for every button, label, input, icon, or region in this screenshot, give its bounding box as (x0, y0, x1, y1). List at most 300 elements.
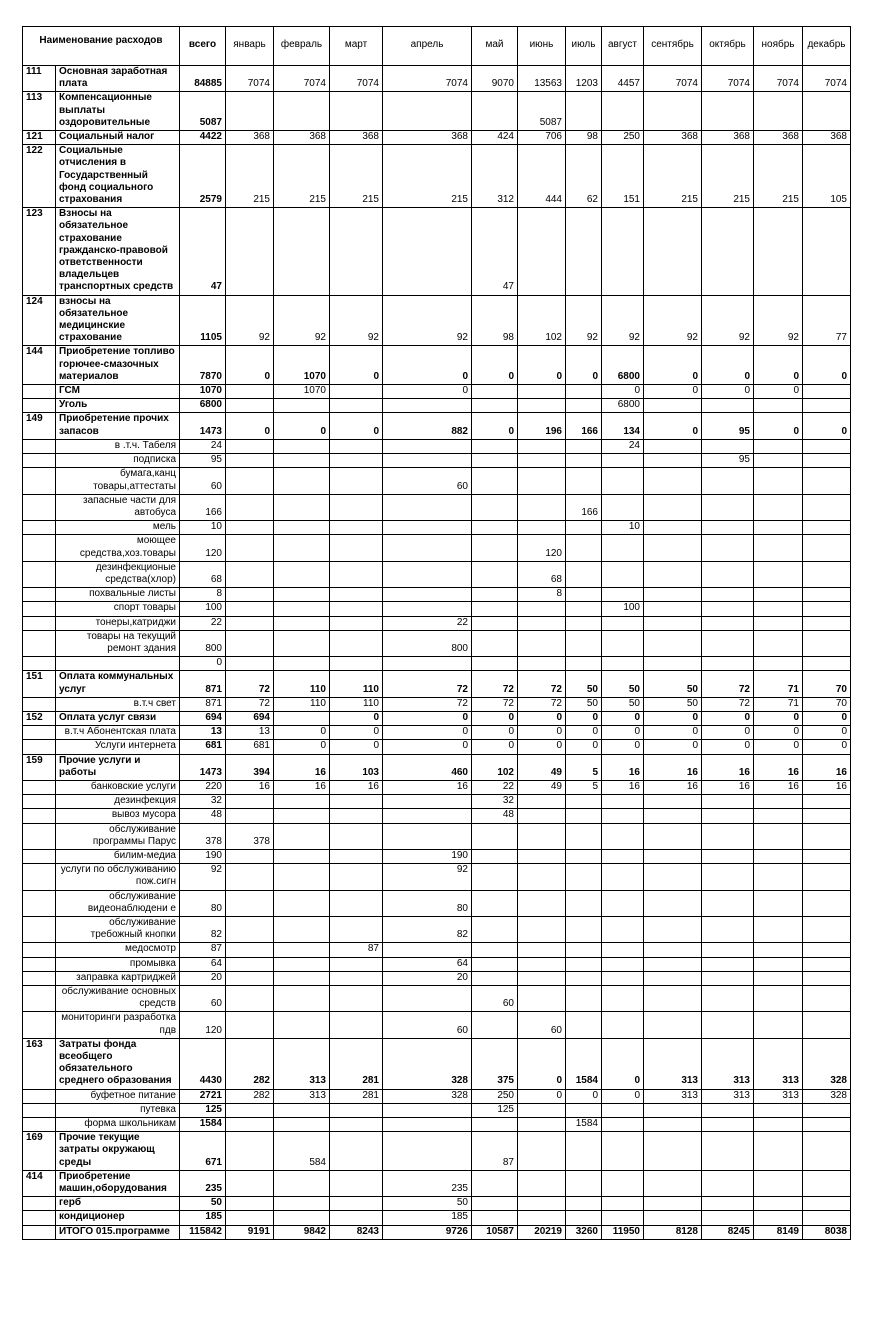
month-value-cell (602, 809, 644, 823)
month-value-cell: 0 (644, 346, 702, 385)
expense-code-cell (23, 957, 56, 971)
month-value-cell (602, 657, 644, 671)
total-cell: 95 (180, 454, 226, 468)
expense-name-cell: Уголь (56, 399, 180, 413)
month-value-cell (644, 602, 702, 616)
total-cell: 185 (180, 1211, 226, 1225)
month-value-cell (274, 521, 330, 535)
month-value-cell (702, 208, 754, 295)
month-value-cell: 9726 (383, 1225, 472, 1239)
month-value-cell (702, 971, 754, 985)
month-value-cell (274, 494, 330, 520)
month-value-cell (226, 588, 274, 602)
month-value-cell (518, 1170, 566, 1196)
table-row (23, 780, 851, 794)
month-value-cell (472, 468, 518, 494)
month-value-cell: 72 (383, 697, 472, 711)
expense-name-cell: Приобретение прочих запасов (56, 413, 180, 439)
table-row (23, 602, 851, 616)
month-value-cell (226, 971, 274, 985)
month-value-cell (566, 809, 602, 823)
total-cell: 64 (180, 957, 226, 971)
month-value-cell (383, 439, 472, 453)
month-value-cell (602, 588, 644, 602)
month-value-cell (274, 657, 330, 671)
month-value-cell (644, 1012, 702, 1038)
header-month-cell: ноябрь (754, 27, 803, 66)
month-value-cell: 368 (803, 131, 851, 145)
month-value-cell: 82 (383, 917, 472, 943)
month-value-cell: 10 (602, 521, 644, 535)
total-cell: 166 (180, 494, 226, 520)
month-value-cell (274, 957, 330, 971)
month-value-cell (803, 986, 851, 1012)
month-value-cell (702, 535, 754, 561)
month-value-cell: 98 (566, 131, 602, 145)
table-row (23, 986, 851, 1012)
total-cell: 2721 (180, 1089, 226, 1103)
table-row (23, 917, 851, 943)
month-value-cell (383, 535, 472, 561)
month-value-cell (518, 971, 566, 985)
table-row (23, 208, 851, 295)
month-value-cell (274, 1103, 330, 1117)
total-cell: 24 (180, 439, 226, 453)
month-value-cell: 60 (518, 1012, 566, 1038)
month-value-cell: 0 (602, 740, 644, 754)
month-value-cell: 215 (644, 145, 702, 208)
month-value-cell (803, 494, 851, 520)
month-value-cell (518, 468, 566, 494)
month-value-cell: 50 (644, 671, 702, 697)
month-value-cell: 92 (602, 295, 644, 346)
month-value-cell (330, 535, 383, 561)
month-value-cell: 444 (518, 145, 566, 208)
month-value-cell (602, 494, 644, 520)
month-value-cell (472, 561, 518, 587)
table-row (23, 494, 851, 520)
month-value-cell (803, 561, 851, 587)
month-value-cell (226, 943, 274, 957)
month-value-cell: 92 (644, 295, 702, 346)
month-value-cell: 8149 (754, 1225, 803, 1239)
month-value-cell (274, 943, 330, 957)
month-value-cell (518, 795, 566, 809)
month-value-cell (754, 399, 803, 413)
expense-code-cell (23, 1103, 56, 1117)
table-row (23, 943, 851, 957)
month-value-cell (602, 630, 644, 656)
month-value-cell: 313 (644, 1089, 702, 1103)
month-value-cell (226, 521, 274, 535)
month-value-cell: 5 (566, 754, 602, 780)
month-value-cell (274, 454, 330, 468)
month-value-cell: 151 (602, 145, 644, 208)
month-value-cell: 0 (702, 740, 754, 754)
month-value-cell (226, 917, 274, 943)
month-value-cell: 800 (383, 630, 472, 656)
month-value-cell (330, 468, 383, 494)
header-month-cell: март (330, 27, 383, 66)
month-value-cell: 70 (803, 671, 851, 697)
month-value-cell: 16 (644, 780, 702, 794)
month-value-cell (803, 468, 851, 494)
table-row (23, 957, 851, 971)
total-cell: 87 (180, 943, 226, 957)
month-value-cell: 185 (383, 1211, 472, 1225)
month-value-cell (566, 1012, 602, 1038)
expense-name-cell: Приобретение топливо горючее-смазочных материалов (56, 346, 180, 385)
month-value-cell: 1584 (566, 1118, 602, 1132)
month-value-cell (754, 971, 803, 985)
month-value-cell (702, 1118, 754, 1132)
table-row (23, 657, 851, 671)
month-value-cell (274, 399, 330, 413)
month-value-cell (644, 917, 702, 943)
expense-code-cell (23, 1211, 56, 1225)
table-row (23, 131, 851, 145)
month-value-cell (274, 1118, 330, 1132)
month-value-cell: 16 (702, 780, 754, 794)
month-value-cell: 50 (566, 671, 602, 697)
month-value-cell: 49 (518, 754, 566, 780)
month-value-cell: 47 (472, 208, 518, 295)
month-value-cell (702, 630, 754, 656)
header-month-cell: июль (566, 27, 602, 66)
month-value-cell (702, 92, 754, 131)
month-value-cell: 110 (274, 671, 330, 697)
total-cell: 5087 (180, 92, 226, 131)
month-value-cell: 215 (226, 145, 274, 208)
month-value-cell (803, 971, 851, 985)
month-value-cell: 72 (472, 697, 518, 711)
month-value-cell: 0 (602, 711, 644, 725)
month-value-cell: 281 (330, 1038, 383, 1089)
month-value-cell (702, 521, 754, 535)
month-value-cell: 60 (383, 1012, 472, 1038)
month-value-cell: 375 (472, 1038, 518, 1089)
month-value-cell (702, 616, 754, 630)
expense-name-cell (56, 657, 180, 671)
month-value-cell (602, 1211, 644, 1225)
header-month-cell: октябрь (702, 27, 754, 66)
total-cell: 8 (180, 588, 226, 602)
month-value-cell (274, 439, 330, 453)
month-value-cell: 9842 (274, 1225, 330, 1239)
month-value-cell: 0 (472, 413, 518, 439)
month-value-cell (644, 1170, 702, 1196)
month-value-cell (803, 917, 851, 943)
total-cell: 6800 (180, 399, 226, 413)
month-value-cell: 368 (383, 131, 472, 145)
month-value-cell (274, 1170, 330, 1196)
month-value-cell: 0 (566, 346, 602, 385)
month-value-cell (518, 943, 566, 957)
total-cell: 0 (180, 657, 226, 671)
month-value-cell: 48 (472, 809, 518, 823)
expense-name-cell: Услуги интернета (56, 740, 180, 754)
month-value-cell (566, 971, 602, 985)
month-value-cell (702, 917, 754, 943)
table-row (23, 671, 851, 697)
month-value-cell: 694 (226, 711, 274, 725)
month-value-cell (472, 1170, 518, 1196)
table-row (23, 521, 851, 535)
month-value-cell: 0 (754, 413, 803, 439)
month-value-cell (702, 602, 754, 616)
expense-code-cell (23, 795, 56, 809)
month-value-cell: 0 (383, 711, 472, 725)
month-value-cell (226, 849, 274, 863)
expense-name-cell: Социальные отчисления в Государственный фонд социального страхования (56, 145, 180, 208)
total-cell: 1473 (180, 754, 226, 780)
table-row (23, 468, 851, 494)
month-value-cell: 0 (602, 1038, 644, 1089)
month-value-cell: 72 (226, 697, 274, 711)
total-cell: 694 (180, 711, 226, 725)
expense-code-cell (23, 1089, 56, 1103)
month-value-cell (518, 809, 566, 823)
header-month-cell: сентябрь (644, 27, 702, 66)
expense-code-cell (23, 561, 56, 587)
month-value-cell (702, 468, 754, 494)
total-cell: 22 (180, 616, 226, 630)
month-value-cell (472, 439, 518, 453)
month-value-cell: 95 (702, 454, 754, 468)
month-value-cell: 71 (754, 671, 803, 697)
month-value-cell: 368 (330, 131, 383, 145)
month-value-cell (518, 657, 566, 671)
month-value-cell (518, 849, 566, 863)
month-value-cell: 215 (330, 145, 383, 208)
expense-name-cell: бумага,канц товары,аттестаты (56, 468, 180, 494)
expense-code-cell: 149 (23, 413, 56, 439)
month-value-cell: 80 (383, 890, 472, 916)
expense-code-cell (23, 1225, 56, 1239)
table-row (23, 823, 851, 849)
month-value-cell (803, 439, 851, 453)
month-value-cell (274, 986, 330, 1012)
total-cell: 60 (180, 468, 226, 494)
month-value-cell: 9070 (472, 66, 518, 92)
table-row (23, 454, 851, 468)
month-value-cell (472, 823, 518, 849)
month-value-cell (803, 208, 851, 295)
month-value-cell (518, 602, 566, 616)
month-value-cell (330, 986, 383, 1012)
month-value-cell (472, 588, 518, 602)
month-value-cell: 313 (274, 1038, 330, 1089)
month-value-cell: 3260 (566, 1225, 602, 1239)
month-value-cell: 0 (472, 740, 518, 754)
month-value-cell (644, 795, 702, 809)
month-value-cell (226, 494, 274, 520)
expense-name-cell: моющее средства,хоз.товары (56, 535, 180, 561)
month-value-cell (644, 92, 702, 131)
month-value-cell (803, 630, 851, 656)
month-value-cell (226, 92, 274, 131)
total-cell: 47 (180, 208, 226, 295)
month-value-cell (274, 809, 330, 823)
month-value-cell: 368 (754, 131, 803, 145)
expense-name-cell: обслуживание программы Парус (56, 823, 180, 849)
month-value-cell (754, 657, 803, 671)
month-value-cell (602, 535, 644, 561)
expense-name-cell: в.т.ч свет (56, 697, 180, 711)
month-value-cell (566, 823, 602, 849)
month-value-cell: 0 (702, 385, 754, 399)
expense-code-cell (23, 535, 56, 561)
month-value-cell (226, 795, 274, 809)
month-value-cell (702, 494, 754, 520)
month-value-cell (754, 454, 803, 468)
month-value-cell (274, 92, 330, 131)
expense-name-cell: Взносы на обязательное страхование гражданско-правовой ответственности владельцев транспортных средств (56, 208, 180, 295)
month-value-cell (383, 588, 472, 602)
month-value-cell: 16 (602, 780, 644, 794)
month-value-cell: 882 (383, 413, 472, 439)
month-value-cell (330, 657, 383, 671)
month-value-cell (274, 208, 330, 295)
month-value-cell (566, 849, 602, 863)
month-value-cell (644, 986, 702, 1012)
month-value-cell: 584 (274, 1132, 330, 1171)
month-value-cell (566, 468, 602, 494)
header-month-cell: январь (226, 27, 274, 66)
month-value-cell: 0 (702, 726, 754, 740)
month-value-cell: 215 (702, 145, 754, 208)
month-value-cell: 0 (644, 726, 702, 740)
month-value-cell (383, 795, 472, 809)
table-row (23, 92, 851, 131)
month-value-cell (644, 468, 702, 494)
total-cell: 871 (180, 697, 226, 711)
month-value-cell (226, 1197, 274, 1211)
month-value-cell (274, 535, 330, 561)
month-value-cell (602, 795, 644, 809)
month-value-cell (330, 92, 383, 131)
month-value-cell (644, 588, 702, 602)
month-value-cell: 20 (383, 971, 472, 985)
month-value-cell: 0 (330, 740, 383, 754)
month-value-cell (602, 890, 644, 916)
month-value-cell (602, 468, 644, 494)
expense-name-cell: билим-медиа (56, 849, 180, 863)
month-value-cell (644, 657, 702, 671)
month-value-cell (566, 521, 602, 535)
month-value-cell (383, 986, 472, 1012)
month-value-cell (226, 890, 274, 916)
month-value-cell: 10587 (472, 1225, 518, 1239)
month-value-cell (702, 943, 754, 957)
month-value-cell: 0 (226, 346, 274, 385)
month-value-cell (330, 494, 383, 520)
month-value-cell (566, 795, 602, 809)
month-value-cell: 0 (330, 726, 383, 740)
expense-name-cell: заправка картриджей (56, 971, 180, 985)
month-value-cell (226, 957, 274, 971)
table-row (23, 1132, 851, 1171)
total-cell: 1070 (180, 385, 226, 399)
month-value-cell: 50 (602, 697, 644, 711)
month-value-cell: 0 (518, 740, 566, 754)
month-value-cell (274, 823, 330, 849)
month-value-cell (702, 561, 754, 587)
expense-code-cell: 121 (23, 131, 56, 145)
expense-code-cell (23, 1012, 56, 1038)
total-cell: 92 (180, 864, 226, 890)
expense-code-cell (23, 399, 56, 413)
expense-code-cell (23, 588, 56, 602)
month-value-cell (330, 917, 383, 943)
month-value-cell (566, 890, 602, 916)
expense-name-cell: Оплата коммунальных услуг (56, 671, 180, 697)
total-cell: 20 (180, 971, 226, 985)
month-value-cell: 368 (274, 131, 330, 145)
month-value-cell (274, 971, 330, 985)
month-value-cell (803, 1170, 851, 1196)
month-value-cell (226, 864, 274, 890)
month-value-cell (226, 399, 274, 413)
month-value-cell (472, 535, 518, 561)
month-value-cell (566, 399, 602, 413)
month-value-cell (472, 657, 518, 671)
month-value-cell (472, 971, 518, 985)
month-value-cell (602, 823, 644, 849)
expense-name-cell: ГСМ (56, 385, 180, 399)
month-value-cell (803, 864, 851, 890)
month-value-cell (754, 92, 803, 131)
expense-name-cell: взносы на обязательное медицинские страхование (56, 295, 180, 346)
expense-name-cell: Прочие текущие затраты окружающ среды (56, 1132, 180, 1171)
month-value-cell (226, 1170, 274, 1196)
month-value-cell (518, 454, 566, 468)
month-value-cell: 11950 (602, 1225, 644, 1239)
month-value-cell (754, 616, 803, 630)
month-value-cell (644, 890, 702, 916)
month-value-cell (330, 1170, 383, 1196)
month-value-cell (803, 957, 851, 971)
month-value-cell (566, 561, 602, 587)
month-value-cell: 0 (754, 385, 803, 399)
month-value-cell (644, 943, 702, 957)
month-value-cell (702, 864, 754, 890)
expense-code-cell (23, 823, 56, 849)
month-value-cell (330, 1132, 383, 1171)
month-value-cell: 16 (754, 754, 803, 780)
month-value-cell (702, 986, 754, 1012)
month-value-cell: 8243 (330, 1225, 383, 1239)
month-value-cell (226, 630, 274, 656)
month-value-cell (472, 385, 518, 399)
month-value-cell (330, 890, 383, 916)
month-value-cell (383, 1132, 472, 1171)
month-value-cell (518, 917, 566, 943)
header-month-cell: февраль (274, 27, 330, 66)
month-value-cell (226, 1132, 274, 1171)
expense-name-cell: подписка (56, 454, 180, 468)
month-value-cell: 16 (274, 780, 330, 794)
month-value-cell (383, 521, 472, 535)
expense-name-cell: обслуживание основных средств (56, 986, 180, 1012)
month-value-cell (644, 957, 702, 971)
month-value-cell (644, 630, 702, 656)
month-value-cell: 7074 (702, 66, 754, 92)
month-value-cell: 0 (566, 1089, 602, 1103)
month-value-cell: 328 (803, 1089, 851, 1103)
month-value-cell (472, 602, 518, 616)
month-value-cell (644, 1132, 702, 1171)
